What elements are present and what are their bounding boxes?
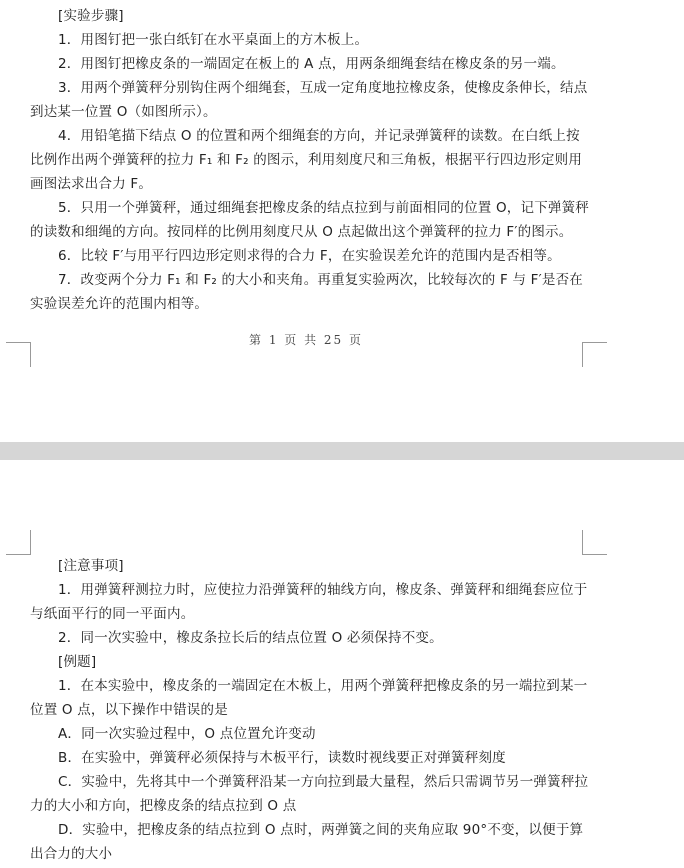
step-1: 1．用图钉把一张白纸钉在水平桌面上的方木板上。 (58, 32, 369, 48)
page-separator (0, 442, 684, 460)
section-heading-examples: [例题] (58, 654, 97, 670)
page-1-body (30, 4, 590, 316)
note-1: 1．用弹簧秤测拉力时，应使拉力沿弹簧秤的轴线方向，橡皮条、弹簧秤和细绳套应位于与纸面平行的同一平面内。 (30, 582, 588, 622)
margin-corner-bottom-right (582, 342, 607, 367)
step-3: 3．用两个弹簧秤分别钩住两个细绳套，互成一定角度地拉橡皮条，使橡皮条伸长，结点到达某一位置 O（如图所示）。 (30, 80, 588, 120)
note-2: 2．同一次实验中，橡皮条拉长后的结点位置 O 必须保持不变。 (58, 630, 443, 646)
example-question-1: 1．在本实验中，橡皮条的一端固定在木板上，用两个弹簧秤把橡皮条的另一端拉到某一位置 O 点，以下操作中错误的是 (30, 678, 588, 718)
step-4: 4．用铅笔描下结点 O 的位置和两个细绳套的方向，并记录弹簧秤的读数。在白纸上按比例作出两个弹簧秤的拉力 F₁ 和 F₂ 的图示，利用刻度尺和三角板，根据平行四边形定则用画图法求出合力 F。 (30, 128, 583, 192)
margin-corner-top-left (6, 530, 31, 555)
step-6: 6．比较 F′与用平行四边形定则求得的合力 F，在实验误差允许的范围内是否相等。 (58, 248, 561, 264)
page-number-footer: 第 1 页 共 25 页 (249, 333, 363, 347)
margin-corner-top-right (582, 530, 607, 555)
section-heading-notes: [注意事项] (58, 558, 124, 574)
option-c: C．实验中，先将其中一个弹簧秤沿某一方向拉到最大量程，然后只需调节另一弹簧秤拉力的大小和方向，把橡皮条的结点拉到 O 点 (30, 774, 589, 814)
margin-corner-bottom-left (6, 342, 31, 367)
step-5: 5．只用一个弹簧秤，通过细绳套把橡皮条的结点拉到与前面相同的位置 O，记下弹簧秤的读数和细绳的方向。按同样的比例用刻度尺从 O 点起做出这个弹簧秤的拉力 F′的图示。 (30, 200, 590, 240)
step-7: 7．改变两个分力 F₁ 和 F₂ 的大小和夹角。再重复实验两次，比较每次的 F 与 F′是否在实验误差允许的范围内相等。 (30, 272, 583, 312)
document-page-2 (0, 460, 684, 868)
option-b: B．在实验中，弹簧秤必须保持与木板平行，读数时视线要正对弹簧秤刻度 (58, 750, 506, 766)
step-2: 2．用图钉把橡皮条的一端固定在板上的 A 点，用两条细绳套结在橡皮条的另一端。 (58, 56, 565, 72)
page-2-body (30, 554, 590, 866)
option-d: D．实验中，把橡皮条的结点拉到 O 点时，两弹簧之间的夹角应取 90°不变，以便于算出合力的大小 (30, 822, 584, 862)
section-heading-steps: [实验步骤] (58, 8, 124, 24)
option-a: A．同一次实验过程中，O 点位置允许变动 (58, 726, 316, 742)
